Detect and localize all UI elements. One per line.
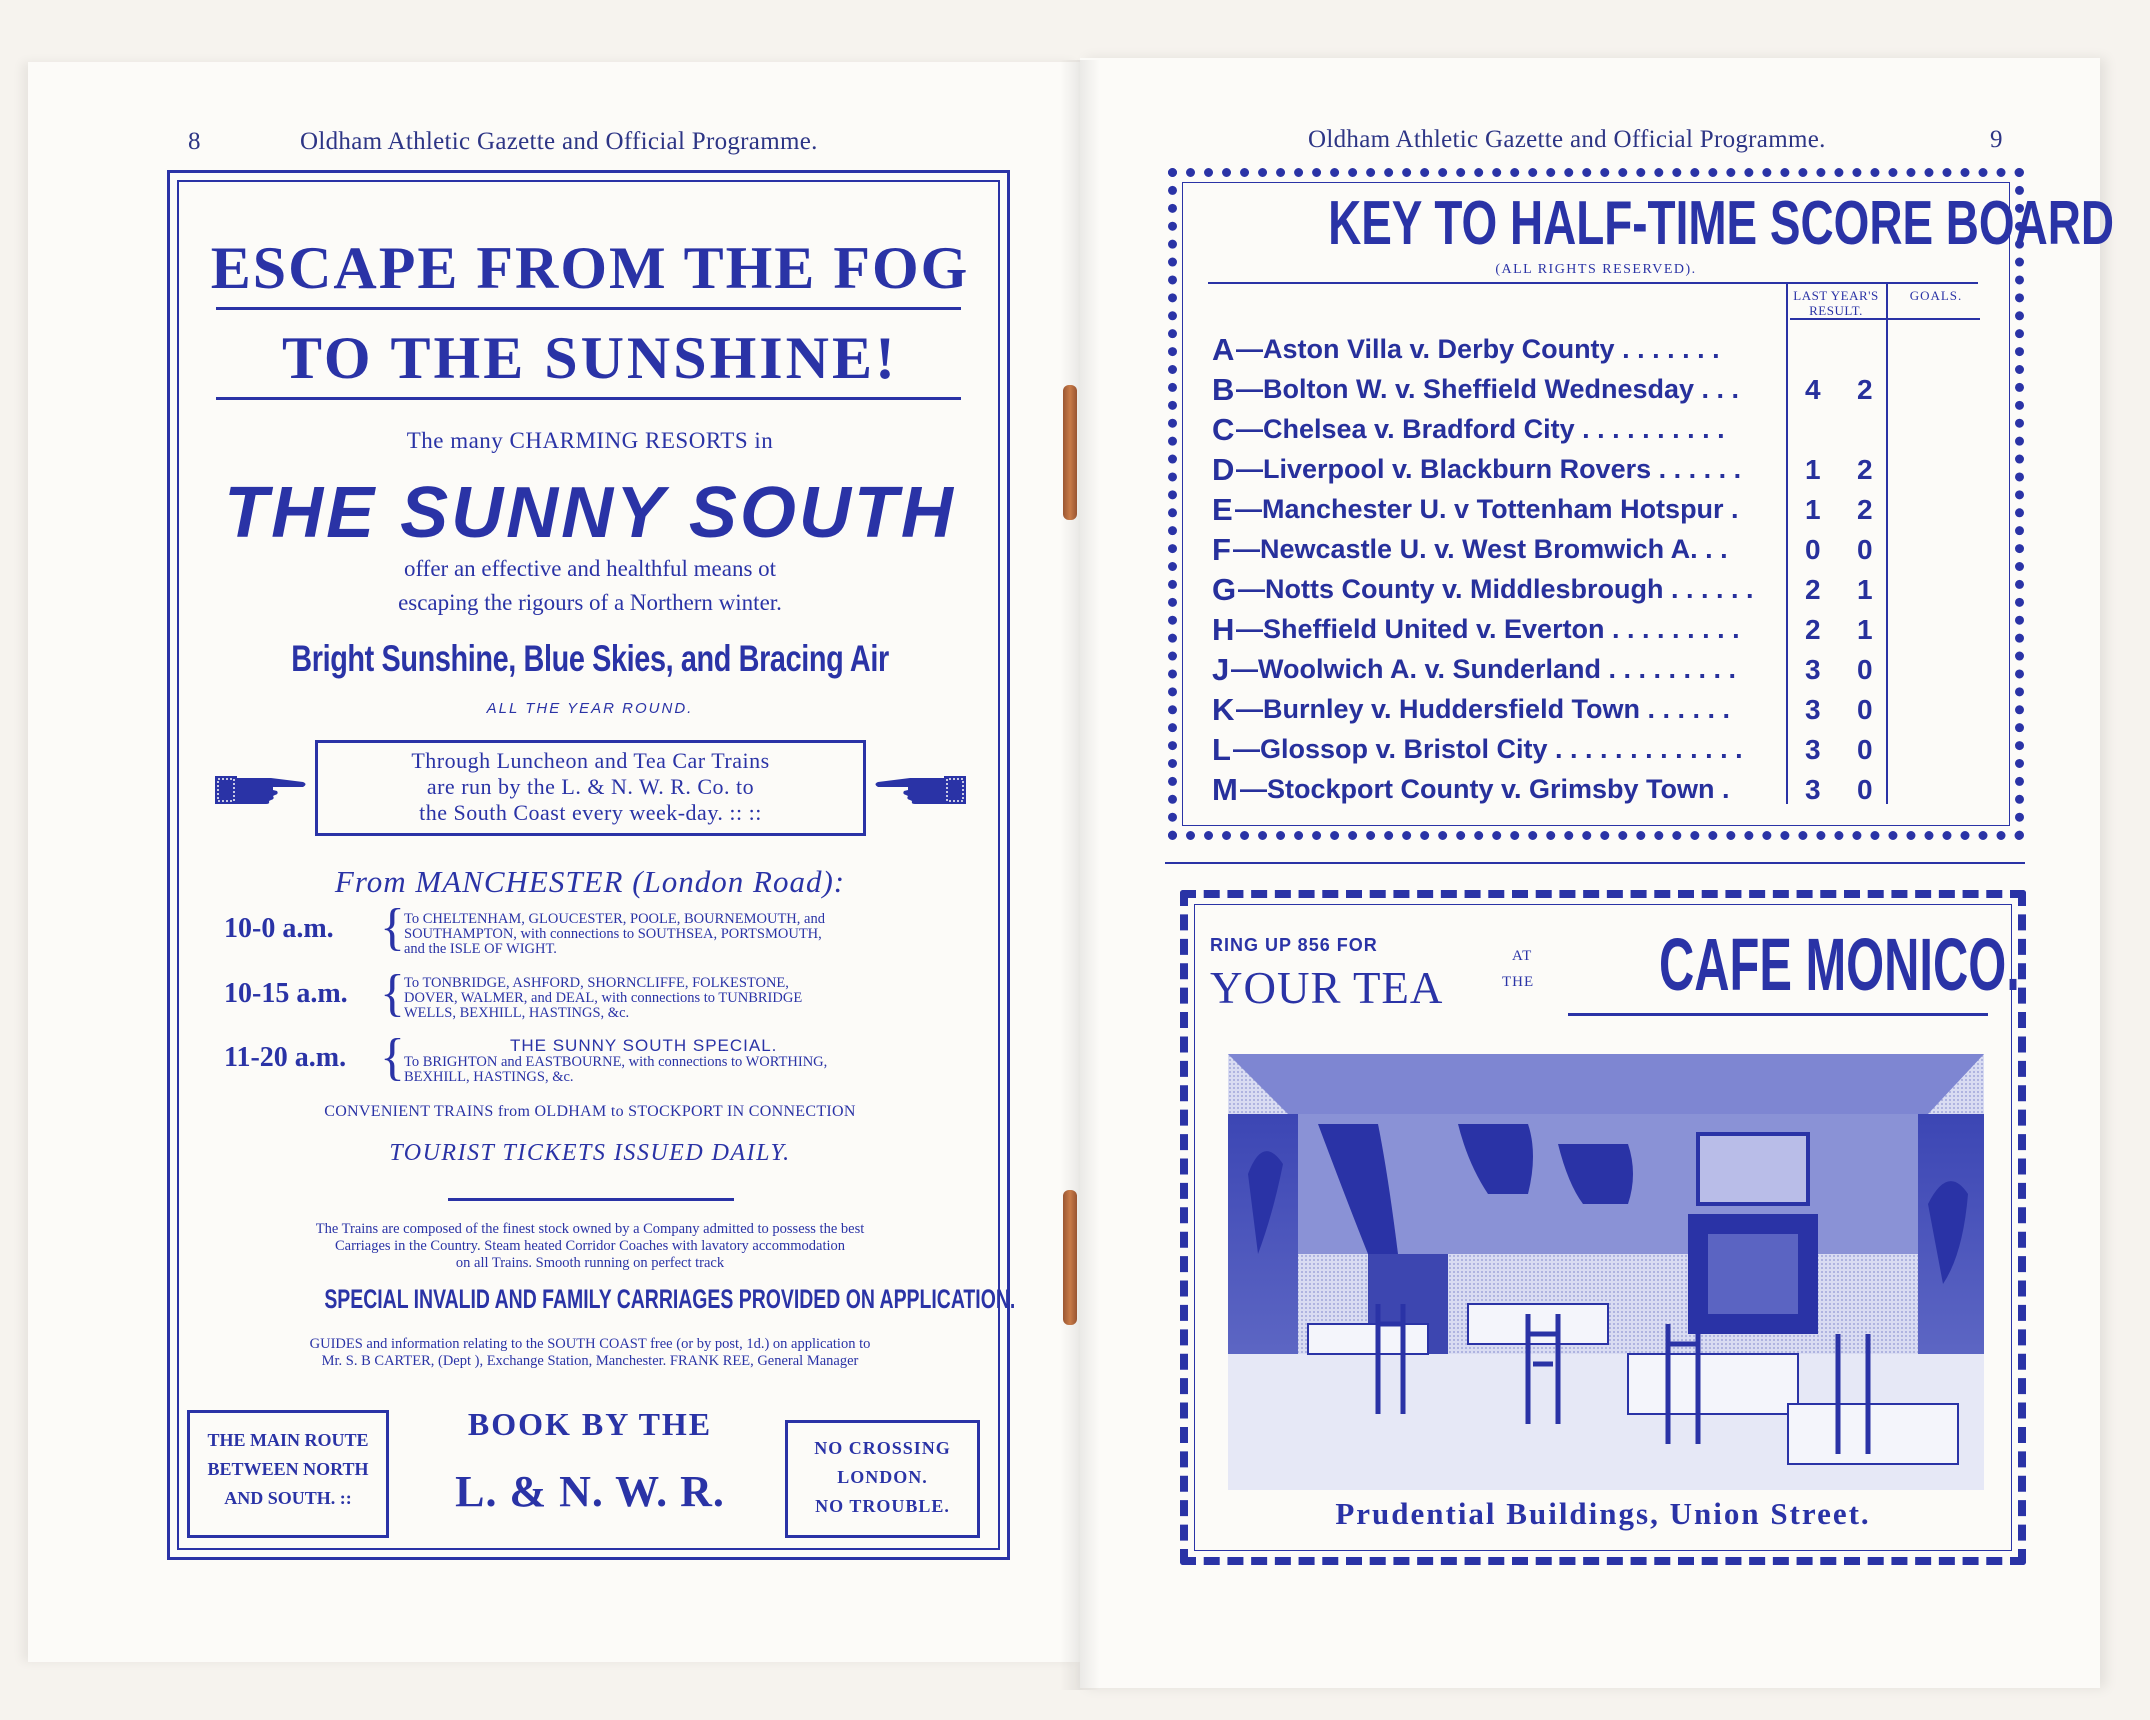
no-crossing-line-3: NO TROUBLE. [815,1496,950,1516]
header-rule [1790,318,1980,320]
train-route-2-line-1: To TONBRIDGE, ASHFORD, SHORNCLIFFE, FOLKESTONE, [404,975,789,991]
composed-line-1: The Trains are composed of the finest stock owned by a Company admitted to possess the best [315,1221,865,1237]
sunny-south-title: THE SUNNY SOUTH [224,473,956,553]
composed-line-2: Carriages in the Country. Steam heated Corridor Coaches with lavatory accommodation [334,1238,846,1254]
right-page-number: 9 [1990,126,2003,153]
match-name: —Aston Villa v. Derby County . . . . . . . [1236,334,1720,364]
ring-up: RING UP 856 FOR [1210,935,1378,955]
staple-top [1063,385,1077,520]
match-name: —Woolwich A. v. Sunderland . . . . . . . . . [1231,654,1737,684]
no-crossing-line-2: LONDON. [837,1467,928,1487]
main-route-line-1: THE MAIN ROUTE [207,1430,369,1450]
last-year-home: 1 [1805,494,1821,525]
train-time-2: 10-15 a.m. [224,978,348,1009]
scoreboard-title [1190,188,2115,259]
train-route-3-line-1: To BRIGHTON and EASTBOURNE, with connections to WORTHING, [404,1054,828,1070]
last-year-home: 4 [1805,374,1821,405]
last-year-away: 0 [1857,734,1873,765]
last-year-away: 0 [1857,694,1873,725]
cafe-name [1566,922,2020,1007]
last-year-away: 2 [1857,454,1873,485]
main-route-line-2: BETWEEN NORTH [207,1459,369,1479]
match-name: —Burnley v. Huddersfield Town . . . . . . [1236,694,1731,724]
last-year-away: 1 [1857,574,1873,605]
match-letter: A [1212,332,1235,367]
headline-underline-1 [216,307,961,310]
last-year-away: 0 [1857,654,1873,685]
match-letter: F [1212,532,1231,567]
offer-line-1: offer an effective and healthful means ot [403,556,777,581]
invalid-carriages-text: SPECIAL INVALID AND FAMILY CARRIAGES PROVIDED ON APPLICATION. [324,1284,1016,1314]
from-manchester: From MANCHESTER (London Road): [334,864,846,899]
match-name: —Notts County v. Middlesbrough . . . . . . [1238,574,1754,604]
rights-reserved: (ALL RIGHTS RESERVED). [1495,262,1697,277]
left-page-number: 8 [188,128,201,155]
train-time-1: 10-0 a.m. [224,913,334,944]
match-name: —Sheffield United v. Everton . . . . . . . . . [1236,614,1740,644]
col-divider-1 [1786,284,1788,804]
luncheon-line-1: Through Luncheon and Tea Car Trains [411,748,770,773]
last-year-home: 3 [1805,734,1821,765]
match-letter: H [1212,612,1235,647]
right-running-title: Oldham Athletic Gazette and Official Programme. [1308,126,1826,153]
guides-line-2: Mr. S. B CARTER, (Dept ), Exchange Station, Manchester. FRANK REE, General Manager [321,1353,859,1369]
match-letter: J [1212,652,1230,687]
last-year-away: 0 [1857,774,1873,805]
train-route-3 [404,1055,827,1085]
last-year-home: 2 [1805,614,1821,645]
match-letter: D [1212,452,1235,487]
resorts-intro: The many CHARMING RESORTS in [406,428,774,453]
last-year-away: 0 [1857,534,1873,565]
brace-2: { [380,965,405,1022]
match-letter: G [1212,572,1237,607]
convenient-trains: CONVENIENT TRAINS from OLDHAM to STOCKPORT IN CONNECTION [324,1103,856,1120]
luncheon-line-2: are run by the L. & N. W. R. Co. to [426,774,755,799]
no-crossing-line-1: NO CROSSING [814,1438,951,1458]
match-name: —Newcastle U. v. West Bromwich A. . . [1233,534,1728,564]
all-year-round: ALL THE YEAR ROUND. [486,700,694,717]
scoreboard-title-text: KEY TO HALF-TIME SCORE BOARD [1328,189,2115,258]
match-name: —Manchester U. v Tottenham Hotspur . [1235,494,1739,524]
last-year-home: 0 [1805,534,1821,565]
tourist-tickets: TOURIST TICKETS ISSUED DAILY. [389,1140,791,1166]
headline-sunshine: TO THE SUNSHINE! [282,325,898,391]
col-divider-2 [1886,284,1888,804]
col-last-year-1: LAST YEAR'S [1793,288,1879,303]
guides-line-1: GUIDES and information relating to the SOUTH COAST free (or by post, 1d.) on application to [309,1336,871,1352]
train-route-3-line-2: BEXHILL, HASTINGS, &c. [404,1069,574,1085]
headline-underline-2 [216,397,961,400]
col-goals: GOALS. [1909,288,1963,303]
offer-line-2: escaping the rigours of a Northern winter. [398,590,782,615]
match-name: —Glossop v. Bristol City . . . . . . . . . . . . . [1233,734,1743,764]
lnwr-name: L. & N. W. R. [455,1467,725,1516]
match-name: —Liverpool v. Blackburn Rovers . . . . . . [1236,454,1742,484]
headline-escape: ESCAPE FROM THE FOG [210,235,970,301]
bright-sunshine [190,638,990,680]
left-running-title: Oldham Athletic Gazette and Official Programme. [300,128,818,155]
cafe-name-underline [1568,1013,1988,1016]
main-route-line-3: AND SOUTH. :: [224,1488,352,1508]
pointing-hand-right-icon [213,770,309,808]
match-letter: K [1212,692,1235,727]
match-letter: B [1212,372,1235,407]
cafe-interior-photo [1228,1054,1984,1490]
your-tea: YOUR TEA [1210,963,1444,1013]
last-year-home: 3 [1805,774,1821,805]
train-route-2-line-2: DOVER, WALMER, and DEAL, with connections to TUNBRIDGE [404,990,803,1006]
match-name: —Bolton W. v. Sheffield Wednesday . . . [1236,374,1740,404]
book-by-the: BOOK BY THE [467,1406,713,1442]
mid-rule [448,1198,734,1201]
last-year-home: 3 [1805,694,1821,725]
luncheon-line-3: the South Coast every week-day. :: :: [419,800,762,825]
match-letter: M [1212,772,1238,807]
match-letter: C [1212,412,1235,447]
cafe-the: THE [1502,974,1535,990]
train-time-3: 11-20 a.m. [224,1042,347,1073]
gutter [1060,60,1100,1690]
match-name: —Stockport County v. Grimsby Town . [1240,774,1730,804]
bright-sunshine-text: Bright Sunshine, Blue Skies, and Bracing Air [291,638,889,679]
last-year-away: 2 [1857,374,1873,405]
train-route-1 [404,912,825,957]
brace-3: { [380,1029,405,1086]
composed-line-3: on all Trains. Smooth running on perfect track [455,1255,725,1271]
cafe-name-text: CAFE MONICO. [1658,923,2020,1006]
last-year-away: 2 [1857,494,1873,525]
col-last-year-2: RESULT. [1809,303,1863,318]
pointing-hand-left-icon [872,770,968,808]
train-route-1-line-1: To CHELTENHAM, GLOUCESTER, POOLE, BOURNEMOUTH, and [404,911,825,927]
cafe-address: Prudential Buildings, Union Street. [1335,1496,1871,1531]
match-letter: L [1212,732,1231,767]
last-year-away: 1 [1857,614,1873,645]
cafe-at: AT [1512,948,1533,964]
match-name: —Chelsea v. Bradford City . . . . . . . . . . [1236,414,1725,444]
invalid-carriages [190,1284,1016,1315]
staple-bottom [1063,1190,1077,1325]
train-route-2-line-3: WELLS, BEXHILL, HASTINGS, &c. [404,1005,630,1021]
section-divider [1165,862,2025,864]
train-route-1-line-3: and the ISLE OF WIGHT. [404,941,557,957]
sunny-south-special: THE SUNNY SOUTH SPECIAL. [510,1036,778,1055]
last-year-home: 2 [1805,574,1821,605]
match-letter: E [1212,492,1233,527]
brace-1: { [380,899,405,956]
train-route-1-line-2: SOUTHAMPTON, with connections to SOUTHSEA, PORTSMOUTH, [404,926,822,942]
last-year-home: 3 [1805,654,1821,685]
title-rule [1208,282,1978,284]
last-year-home: 1 [1805,454,1821,485]
train-route-2 [404,976,802,1021]
